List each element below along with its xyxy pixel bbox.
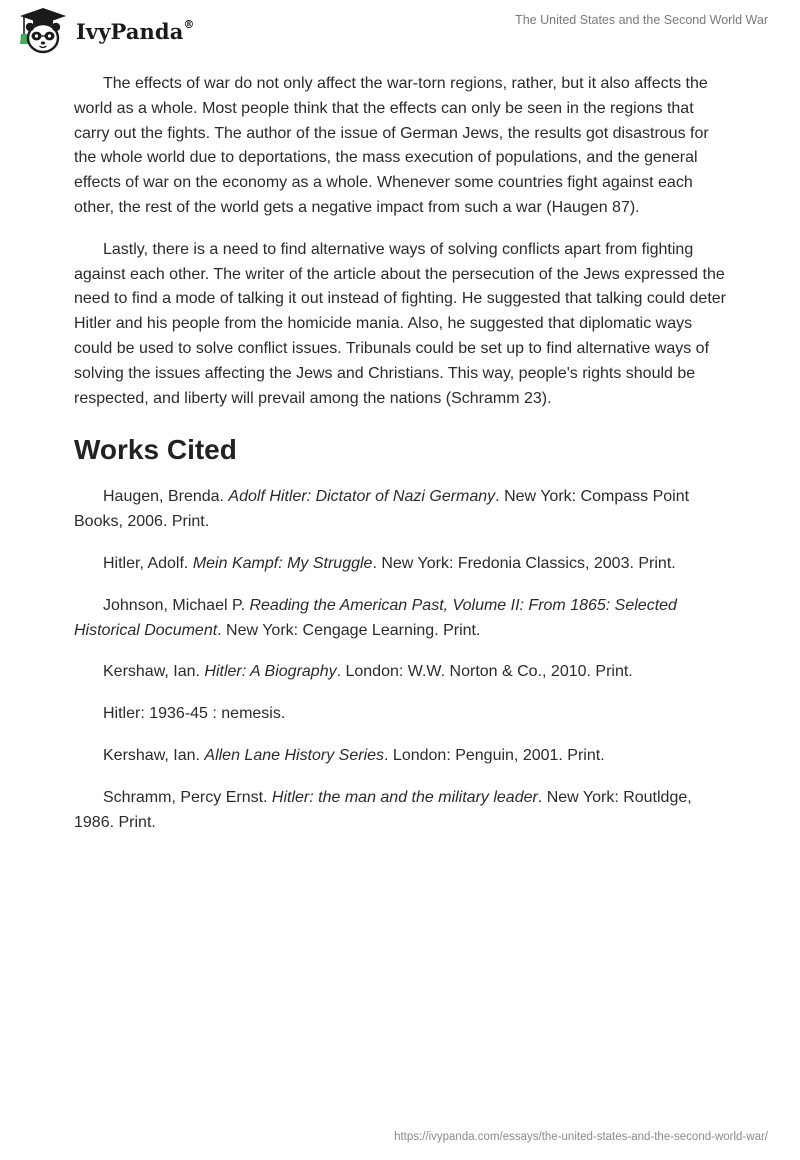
body-paragraph-1: The effects of war do not only affect the war-torn regions, rather, but it also affects the world as a whole. Most people think that the effects can only be seen in the regions that carry out the fights. The author of the issue of German Jews, the results got disastrous for the whole world due to deportations, the mass execution of populations, and the general effects of war on the economy as a whole. Whenever some countries fight against each other, the rest of the world gets a negative impact from such a war (Haugen 87). xyxy=(74,75,709,216)
panda-graduate-icon xyxy=(14,6,72,56)
ivypanda-logo[interactable] xyxy=(14,6,195,56)
citation-haugen: Haugen, Brenda. Adolf Hitler: Dictator of Nazi Germany. New York: Compass Point Books, 2006. Print. xyxy=(74,488,690,531)
works-cited-heading: Works Cited xyxy=(74,434,237,466)
works-cited-list xyxy=(74,485,726,835)
essay-content xyxy=(74,72,726,852)
citation-schramm: Schramm, Percy Ernst. Hitler: the man and the military leader. New York: Routldge, 1986. Print. xyxy=(74,788,692,831)
source-url[interactable]: https://ivypanda.com/essays/the-united-states-and-the-second-world-war/ xyxy=(394,1131,768,1143)
logo-wordmark: IvyPanda® xyxy=(76,17,195,44)
citation-johnson: Johnson, Michael P. Reading the American Past, Volume II: From 1865: Selected Historical Document. New York: Cengage Learning. Print. xyxy=(74,596,677,639)
body-paragraph-2: Lastly, there is a need to find alternative ways of solving conflicts apart from fighting against each other. The writer of the article about the persecution of the Jews expressed the need to find a mode of talking it out instead of fighting. He suggested that talking could deter Hitler and his people from the homicide mania. Also, he suggested that diplomatic ways could be used to solve conflict issues. Tribunals could be set up to find alternative ways of solving the issues affecting the Jews and Christians. This way, people's rights should be respected, and liberty will prevail among the nations (Schramm 23). xyxy=(74,240,726,407)
citation-kershaw-allen-lane: Kershaw, Ian. Allen Lane History Series. London: Penguin, 2001. Print. xyxy=(103,746,605,764)
document-title: The United States and the Second World War xyxy=(515,13,768,27)
page-header xyxy=(0,0,800,64)
citation-kershaw-biography: Kershaw, Ian. Hitler: A Biography. London: W.W. Norton & Co., 2010. Print. xyxy=(103,663,633,681)
citation-hitler-mein-kampf: Hitler, Adolf. Mein Kampf: My Struggle. New York: Fredonia Classics, 2003. Print. xyxy=(103,554,676,572)
citation-hitler-nemesis: Hitler: 1936-45 : nemesis. xyxy=(103,705,286,723)
